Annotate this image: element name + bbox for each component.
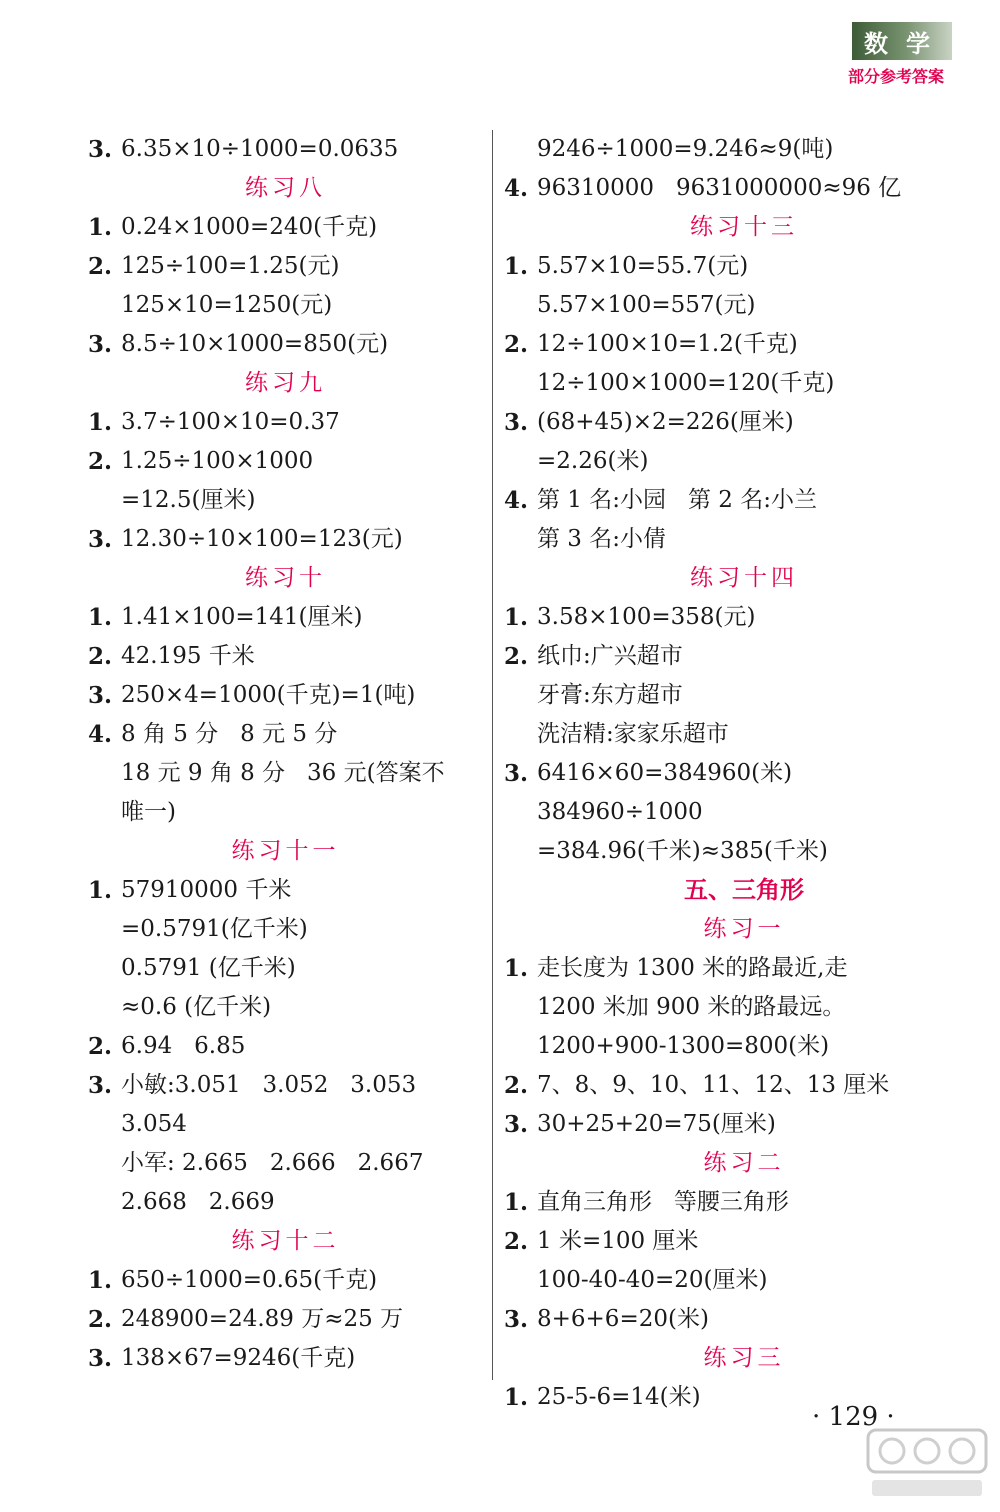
- answer-text: 125÷100=1.25(元): [121, 253, 340, 279]
- answer-continuation: [504, 715, 984, 754]
- answer-continuation: [504, 1261, 984, 1300]
- answer-text: 2.668 2.669: [121, 1189, 275, 1215]
- answer-text: 直角三角形 等腰三角形: [537, 1189, 789, 1215]
- item-number: 3.: [504, 1111, 529, 1138]
- answer-text: 6.35×10÷1000=0.0635: [121, 136, 399, 162]
- answer-text: 25-5-6=14(米): [537, 1384, 701, 1410]
- answer-text: 8+6+6=20(米): [537, 1306, 709, 1332]
- item-number: 3.: [88, 682, 113, 709]
- item-number: 4.: [504, 175, 529, 202]
- answer-item: [504, 1300, 984, 1339]
- answer-continuation: [88, 910, 483, 949]
- item-number: 4.: [504, 487, 529, 514]
- answer-text: 96310000 9631000000≈96 亿: [537, 175, 902, 201]
- answer-text: 5.57×100=557(元): [537, 292, 756, 318]
- answer-continuation: [504, 364, 984, 403]
- answer-text: 3.7÷100×10=0.37: [121, 409, 340, 435]
- answer-text: =0.5791(亿千米): [121, 916, 308, 942]
- answer-item: [504, 1378, 984, 1417]
- item-number: 1.: [88, 1267, 113, 1294]
- answer-item: [88, 247, 483, 286]
- exercise-heading: 练习十: [245, 565, 326, 591]
- answer-text: 牙膏:东方超市: [537, 682, 683, 708]
- answer-item: [504, 1105, 984, 1144]
- answer-text: 1200 米加 900 米的路最远。: [537, 994, 846, 1020]
- answer-text: 唯一): [121, 799, 176, 825]
- answer-item: [88, 520, 483, 559]
- answer-text: 0.24×1000=240(千克): [121, 214, 378, 240]
- answer-text: 1200+900-1300=800(米): [537, 1033, 830, 1059]
- answer-text: 5.57×10=55.7(元): [537, 253, 749, 279]
- item-number: 1.: [88, 604, 113, 631]
- column-divider: [492, 130, 493, 1380]
- answer-text: 250×4=1000(千克)=1(吨): [121, 682, 416, 708]
- answer-text: 纸巾:广兴超市: [537, 643, 683, 669]
- answer-continuation: [88, 481, 483, 520]
- item-number: 1.: [504, 253, 529, 280]
- answer-text: 30+25+20=75(厘米): [537, 1111, 776, 1137]
- answer-text: 9246÷1000=9.246≈9(吨): [537, 136, 834, 162]
- answer-text: 57910000 千米: [121, 877, 292, 903]
- answer-text: 小敏:3.051 3.052 3.053: [121, 1072, 417, 1098]
- answer-continuation: [88, 1105, 483, 1144]
- item-number: 1.: [88, 214, 113, 241]
- answer-continuation: [88, 949, 483, 988]
- answer-text: 100-40-40=20(厘米): [537, 1267, 768, 1293]
- answer-text: 7、8、9、10、11、12、13 厘米: [537, 1072, 890, 1098]
- answer-continuation: [88, 988, 483, 1027]
- answer-continuation: [504, 442, 984, 481]
- item-number: 2.: [88, 1306, 113, 1333]
- answer-item: [88, 637, 483, 676]
- right-column: [504, 130, 984, 1417]
- answer-item: [88, 715, 483, 754]
- answer-item: [504, 1183, 984, 1222]
- exercise-heading: 练习一: [703, 916, 785, 942]
- item-number: 1.: [504, 1189, 529, 1216]
- answer-item: [88, 403, 483, 442]
- item-number: 3.: [88, 1345, 113, 1372]
- exercise-heading: 练习二: [703, 1150, 785, 1176]
- answer-text: 1 米=100 厘米: [537, 1228, 699, 1254]
- answer-item: [88, 325, 483, 364]
- answer-text: (68+45)×2=226(厘米): [537, 409, 794, 435]
- answer-item: [88, 1261, 483, 1300]
- item-number: 3.: [88, 526, 113, 553]
- answer-item: [504, 325, 984, 364]
- answer-item: [88, 871, 483, 910]
- answer-text: 384960÷1000: [537, 799, 703, 825]
- answer-text: =384.96(千米)≈385(千米): [537, 838, 828, 864]
- item-number: 3.: [504, 1306, 529, 1333]
- answer-text: 42.195 千米: [121, 643, 255, 669]
- answer-item: [88, 1066, 483, 1105]
- answer-text: ≈0.6 (亿千米): [121, 994, 272, 1020]
- answer-item: [88, 1339, 483, 1378]
- exercise-heading: 练习十一: [231, 838, 340, 864]
- item-number: 1.: [504, 604, 529, 631]
- answer-text: 走长度为 1300 米的路最近,走: [537, 955, 848, 981]
- answer-item: [504, 754, 984, 793]
- answer-continuation: [504, 988, 984, 1027]
- answer-key-subtitle: 部分参考答案: [848, 67, 945, 86]
- answer-continuation: [504, 1027, 984, 1066]
- answer-text: 3.58×100=358(元): [537, 604, 756, 630]
- item-number: 1.: [88, 409, 113, 436]
- item-number: 3.: [88, 1072, 113, 1099]
- answer-text: 18 元 9 角 8 分 36 元(答案不: [121, 760, 445, 786]
- answer-continuation: [504, 286, 984, 325]
- item-number: 4.: [88, 721, 113, 748]
- answer-continuation: [504, 676, 984, 715]
- answer-item: [504, 637, 984, 676]
- answer-item: [88, 130, 483, 169]
- exercise-heading: 练习十二: [231, 1228, 340, 1254]
- answer-continuation: [88, 754, 483, 793]
- answer-text: 12.30÷10×100=123(元): [121, 526, 403, 552]
- item-number: 2.: [504, 331, 529, 358]
- answer-item: [88, 598, 483, 637]
- answer-continuation: [88, 286, 483, 325]
- answer-text: 小军: 2.665 2.666 2.667: [121, 1150, 424, 1176]
- answer-item: [88, 442, 483, 481]
- answer-text: =12.5(厘米): [121, 487, 256, 513]
- answer-item: [88, 208, 483, 247]
- section-title: 五、三角形: [684, 876, 804, 904]
- exercise-heading: 练习三: [703, 1345, 785, 1371]
- item-number: 2.: [504, 643, 529, 670]
- answer-item: [504, 481, 984, 520]
- answer-item: [88, 1027, 483, 1066]
- answer-item: [504, 169, 984, 208]
- answer-continuation: [88, 1183, 483, 1222]
- item-number: 2.: [504, 1228, 529, 1255]
- answer-item: [504, 247, 984, 286]
- answer-text: 8 角 5 分 8 元 5 分: [121, 721, 338, 747]
- answer-text: 650÷1000=0.65(千克): [121, 1267, 378, 1293]
- answer-text: 第 1 名:小园 第 2 名:小兰: [537, 487, 817, 513]
- answer-text: 0.5791 (亿千米): [121, 955, 296, 981]
- exercise-heading: 练习八: [245, 175, 326, 201]
- item-number: 2.: [88, 448, 113, 475]
- answer-text: 3.054: [121, 1111, 187, 1137]
- subject-badge: 数学: [852, 22, 952, 60]
- item-number: 3.: [88, 136, 113, 163]
- item-number: 2.: [88, 253, 113, 280]
- answer-text: 138×67=9246(千克): [121, 1345, 356, 1371]
- watermark-logo-icon: [862, 1422, 992, 1502]
- item-number: 3.: [504, 409, 529, 436]
- answer-item: [88, 676, 483, 715]
- answer-continuation: [504, 793, 984, 832]
- answer-continuation: [504, 832, 984, 871]
- answer-text: =2.26(米): [537, 448, 649, 474]
- answer-text: 248900=24.89 万≈25 万: [121, 1306, 404, 1332]
- answer-continuation: [504, 130, 984, 169]
- item-number: 1.: [504, 1384, 529, 1411]
- exercise-heading: 练习九: [245, 370, 326, 396]
- answer-item: [504, 1066, 984, 1105]
- item-number: 1.: [504, 955, 529, 982]
- item-number: 1.: [88, 877, 113, 904]
- answer-text: 洗洁精:家家乐超市: [537, 721, 729, 747]
- exercise-heading: 练习十四: [690, 565, 798, 591]
- answer-item: [504, 403, 984, 442]
- answer-item: [504, 1222, 984, 1261]
- answer-item: [504, 598, 984, 637]
- item-number: 3.: [88, 331, 113, 358]
- item-number: 3.: [504, 760, 529, 787]
- page-number: · 129 ·: [812, 1402, 895, 1432]
- answer-text: 12÷100×10=1.2(千克): [537, 331, 798, 357]
- answer-text: 1.41×100=141(厘米): [121, 604, 363, 630]
- answer-text: 125×10=1250(元): [121, 292, 333, 318]
- answer-text: 6416×60=384960(米): [537, 760, 793, 786]
- answer-item: [88, 1300, 483, 1339]
- answer-text: 1.25÷100×1000: [121, 448, 314, 474]
- left-column: [88, 130, 483, 1378]
- answer-continuation: [504, 520, 984, 559]
- answer-text: 12÷100×1000=120(千克): [537, 370, 835, 396]
- exercise-heading: 练习十三: [690, 214, 798, 240]
- answer-continuation: [88, 793, 483, 832]
- answer-text: 8.5÷10×1000=850(元): [121, 331, 389, 357]
- item-number: 2.: [504, 1072, 529, 1099]
- answer-text: 6.94 6.85: [121, 1033, 246, 1059]
- answer-continuation: [88, 1144, 483, 1183]
- answer-item: [504, 949, 984, 988]
- answer-text: 第 3 名:小倩: [537, 526, 667, 552]
- item-number: 2.: [88, 1033, 113, 1060]
- item-number: 2.: [88, 643, 113, 670]
